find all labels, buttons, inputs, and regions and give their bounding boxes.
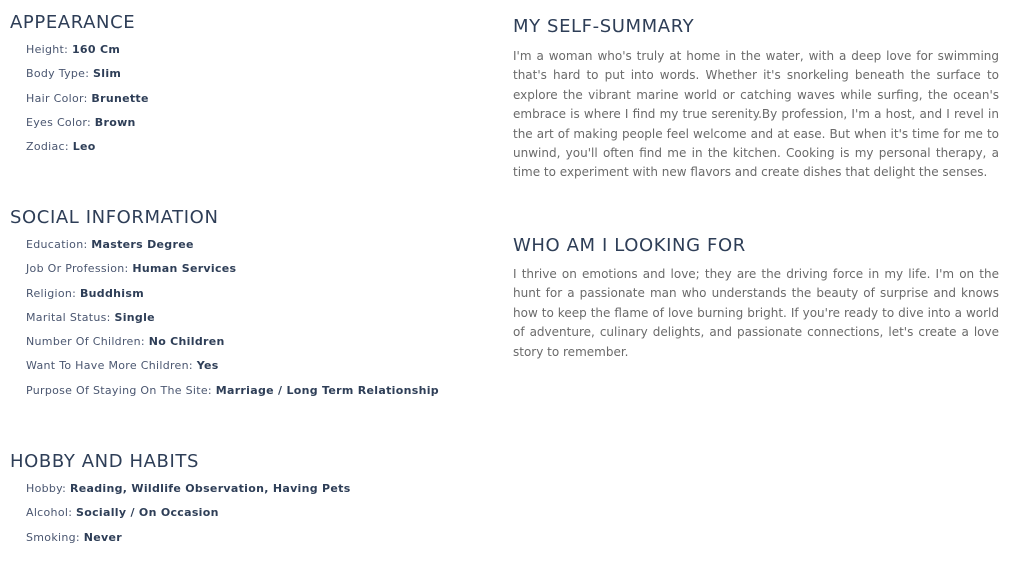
attr-value: Human Services	[132, 262, 237, 276]
attr-label: Zodiac:	[26, 140, 69, 154]
attr-marital-status	[26, 311, 439, 335]
attr-label: Smoking:	[26, 530, 80, 544]
attr-label: Number Of Children:	[26, 335, 145, 349]
attr-value: Never	[83, 530, 122, 544]
self-summary-text: I'm a woman who's truly at home in the water, with a deep love for swimming that's hard to put into words. Whether it's snorkeling beneath the surface to explore the vibrant marine world or catching waves while surfing, the ocean's embrace is where I find my true serenity.By profession, I'm a host, and I revel in the art of making people feel welcome and at ease. But when it's time for me to unwind, you'll often find me in the kitchen. Cooking is my personal therapy, a time to experiment with new flavors and create dishes that delight the senses.	[513, 49, 999, 180]
attr-label: Job Or Profession:	[26, 262, 129, 276]
appearance-list	[26, 43, 149, 164]
attr-label: Marital Status:	[26, 310, 111, 324]
attr-alcohol	[26, 506, 351, 530]
attr-value: Slim	[93, 67, 122, 81]
looking-for-title: WHO AM I LOOKING FOR	[513, 235, 746, 256]
attr-label: Hair Color:	[26, 91, 88, 105]
attr-label: Alcohol:	[26, 506, 73, 520]
attr-label: Education:	[26, 238, 88, 251]
attr-want-more-children	[26, 359, 439, 383]
looking-for-text: I thrive on emotions and love; they are the driving force in my life. I'm on the hunt for a passionate man who understands the beauty of surprise and knows how to keep the flame of love burning bright. If you're ready to dive into a world of adventure, culinary delights, and passionate connections, let's create a love story to remember.	[513, 267, 999, 359]
attr-value: 160 Cm	[71, 43, 121, 56]
attr-label: Hobby:	[26, 482, 67, 495]
self-summary-title: MY SELF-SUMMARY	[513, 16, 695, 37]
attr-label: Eyes Color:	[26, 115, 91, 129]
attr-value: Yes	[196, 359, 219, 373]
attr-value: Reading, Wildlife Observation, Having Pets	[69, 482, 351, 495]
attr-eyes-color	[26, 116, 149, 140]
attr-value: Masters Degree	[91, 238, 194, 251]
social-information-title: SOCIAL INFORMATION	[10, 207, 219, 228]
attr-hair-color	[26, 92, 149, 116]
attr-value: Leo	[72, 140, 96, 154]
attr-label: Religion:	[26, 286, 77, 300]
attr-value: Buddhism	[79, 286, 144, 300]
social-information-list	[26, 238, 439, 408]
hobby-and-habits-list	[26, 482, 351, 555]
attr-purpose	[26, 384, 439, 408]
attr-number-of-children	[26, 335, 439, 359]
attr-religion	[26, 287, 439, 311]
attr-hobby	[26, 482, 351, 506]
attr-value: Brunette	[91, 91, 149, 105]
attr-value: Brown	[94, 115, 136, 129]
appearance-title: APPEARANCE	[10, 12, 136, 33]
attr-label: Body Type:	[26, 67, 90, 81]
attr-label: Purpose Of Staying On The Site:	[26, 383, 212, 397]
attr-label: Want To Have More Children:	[26, 359, 193, 373]
attr-zodiac	[26, 140, 149, 164]
attr-value: No Children	[148, 335, 225, 349]
attr-smoking	[26, 531, 351, 555]
attr-value: Socially / On Occasion	[76, 506, 219, 520]
attr-label: Height:	[26, 43, 69, 56]
attr-education	[26, 238, 439, 262]
attr-value: Marriage / Long Term Relationship	[215, 383, 439, 397]
attr-height	[26, 43, 149, 67]
attr-body-type	[26, 67, 149, 91]
hobby-and-habits-title: HOBBY AND HABITS	[10, 451, 200, 472]
attr-value: Single	[114, 310, 155, 324]
attr-job	[26, 262, 439, 286]
